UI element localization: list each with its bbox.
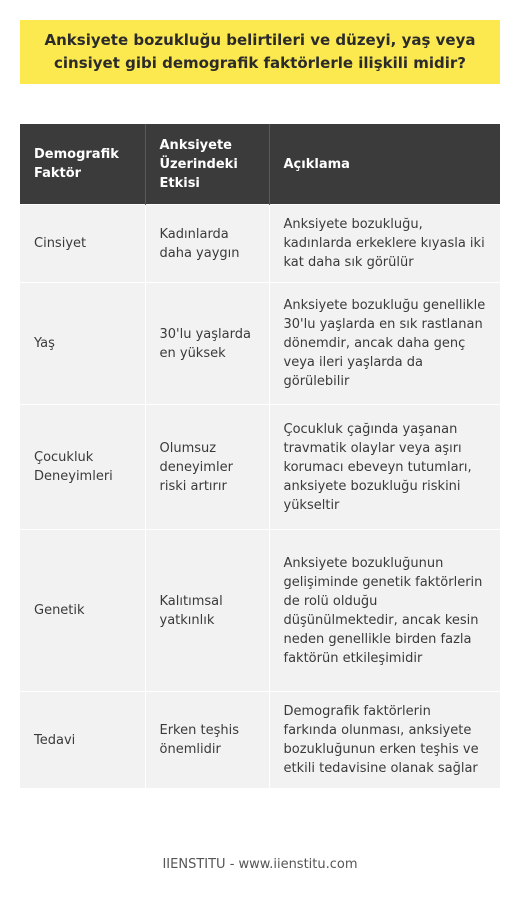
cell-effect: 30'lu yaşlarda en yüksek (145, 283, 269, 405)
cell-factor: Tedavi (20, 692, 145, 789)
cell-description: Anksiyete bozukluğu, kadınlarda erkeklere kıyasla iki kat daha sık görülür (269, 205, 500, 283)
header-anxiety-effect: Anksiyete Üzerindeki Etkisi (145, 124, 269, 205)
cell-factor: Genetik (20, 530, 145, 692)
cell-effect: Olumsuz deneyimler riski artırır (145, 405, 269, 530)
footer-credit: IIENSTITU - www.iienstitu.com (162, 857, 358, 872)
cell-factor: Yaş (20, 283, 145, 405)
cell-effect: Erken teşhis önemlidir (145, 692, 269, 789)
table-header-row (20, 124, 500, 205)
title-banner (20, 20, 500, 84)
cell-description: Demografik faktörlerin farkında olunması, anksiyete bozukluğunun erken teşhis ve etkili tedavisine olanak sağlar (269, 692, 500, 789)
table-row (20, 205, 500, 283)
page-title: Anksiyete bozukluğu belirtileri ve düzeyi, yaş veya cinsiyet gibi demografik faktörlerle ilişkili midir? (44, 31, 476, 72)
cell-effect: Kadınlarda daha yaygın (145, 205, 269, 283)
demographic-table (20, 124, 500, 788)
table-row (20, 530, 500, 692)
header-description: Açıklama (269, 124, 500, 205)
cell-description: Anksiyete bozukluğu genellikle 30'lu yaşlarda en sık rastlanan dönemdir, ancak daha genç veya ileri yaşlarda da görülebilir (269, 283, 500, 405)
table-row (20, 692, 500, 789)
cell-description: Çocukluk çağında yaşanan travmatik olaylar veya aşırı korumacı ebeveyn tutumları, anksiyete bozukluğu riskini yükseltir (269, 405, 500, 530)
table-row (20, 405, 500, 530)
header-demographic-factor: Demografik Faktör (20, 124, 145, 205)
cell-factor: Çocukluk Deneyimleri (20, 405, 145, 530)
cell-description: Anksiyete bozukluğunun gelişiminde genetik faktörlerin de rolü olduğu düşünülmektedir, ancak kesin neden genellikle birden fazla faktörün etkileşimidir (269, 530, 500, 692)
cell-effect: Kalıtımsal yatkınlık (145, 530, 269, 692)
table-row (20, 283, 500, 405)
cell-factor: Cinsiyet (20, 205, 145, 283)
